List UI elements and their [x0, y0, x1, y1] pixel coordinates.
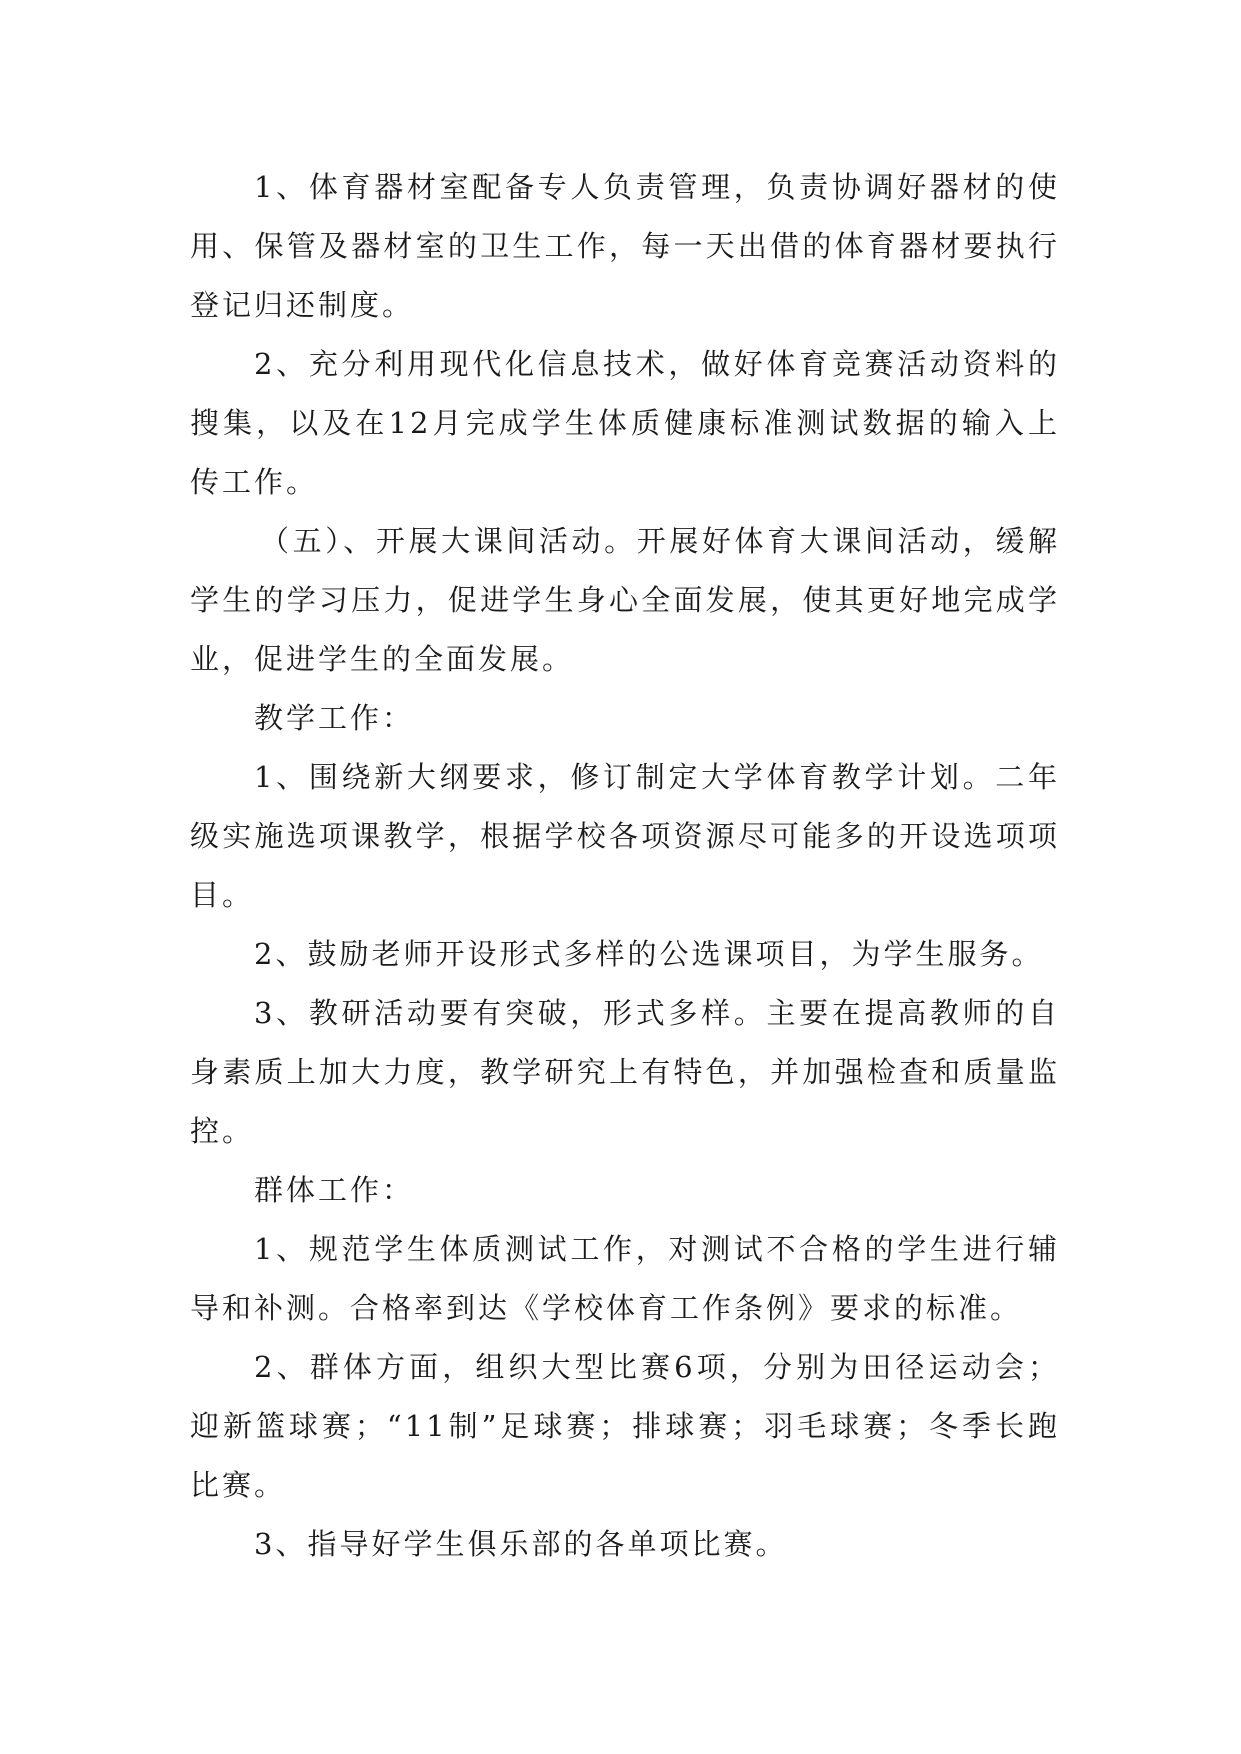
paragraph-fitness-testing: 1、规范学生体质测试工作，对测试不合格的学生进行辅导和补测。合格率到达《学校体育工作条例》要求的标准。 [190, 1232, 1060, 1325]
heading-teaching-work: 教学工作： [254, 701, 415, 735]
paragraph-big-break-activity: （五）、开展大课间活动。开展好体育大课间活动，缓解学生的学习压力，促进学生身心全面发展，使其更好地完成学业，促进学生的全面发展。 [190, 524, 1060, 676]
paragraph-student-clubs: 3、指导好学生俱乐部的各单项比赛。 [254, 1527, 788, 1561]
paragraph-equipment-room: 1、体育器材室配备专人负责管理，负责协调好器材的使用、保管及器材室的卫生工作，每一天出借的体育器材要执行登记归还制度。 [190, 170, 1060, 322]
document-body [190, 158, 1060, 1574]
paragraph-teaching-plan: 1、围绕新大纲要求，修订制定大学体育教学计划。二年级实施选项课教学，根据学校各项资源尽可能多的开设选项项目。 [190, 760, 1060, 912]
paragraph-competitions: 2、群体方面，组织大型比赛6项，分别为田径运动会；迎新篮球赛；“11制”足球赛；排球赛；羽毛球赛；冬季长跑比赛。 [190, 1350, 1060, 1502]
paragraph-elective-courses: 2、鼓励老师开设形式多样的公选课项目，为学生服务。 [254, 937, 1044, 971]
heading-group-work: 群体工作： [254, 1173, 415, 1207]
paragraph-info-technology: 2、充分利用现代化信息技术，做好体育竞赛活动资料的搜集，以及在12月完成学生体质健康标准测试数据的输入上传工作。 [190, 347, 1060, 499]
paragraph-teaching-research: 3、教研活动要有突破，形式多样。主要在提高教师的自身素质上加大力度，教学研究上有特色，并加强检查和质量监控。 [190, 996, 1060, 1148]
